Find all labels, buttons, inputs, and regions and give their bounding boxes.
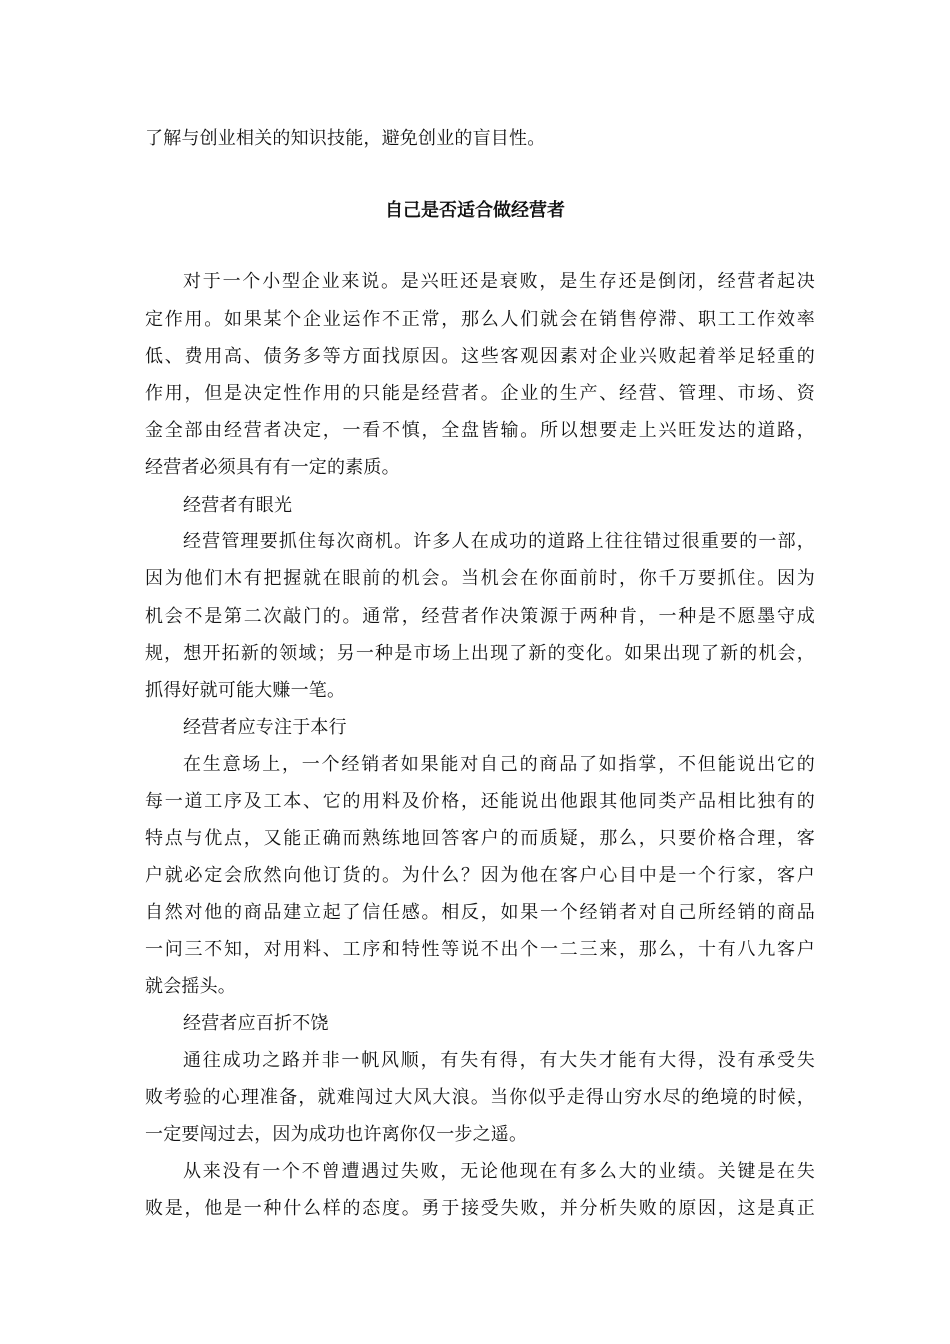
paragraph-line: 败考验的心理准备，就难闯过大风大浪。当你似乎走得山穷水尽的绝境的时候，: [145, 1087, 815, 1108]
paragraph-line: 一问三不知，对用料、工序和特性等说不出个一二三来，那么，十有八九客户: [145, 939, 815, 960]
paragraph-line: 金全部由经营者决定，一看不慎，全盘皆输。所以想要走上兴旺发达的道路，: [145, 420, 815, 441]
paragraph-line: 通往成功之路并非一帆风顺，有失有得，有大失才能有大得，没有承受失: [183, 1050, 815, 1071]
paragraph-line: 规，想开拓新的领域；另一种是市场上出现了新的变化。如果出现了新的机会，: [145, 643, 815, 664]
paragraph-line: 经营管理要抓住每次商机。许多人在成功的道路上往往错过很重要的一部，: [183, 531, 815, 552]
subheading: 经营者应专注于本行: [183, 717, 347, 738]
paragraph-line: 就会摇头。: [145, 976, 236, 997]
paragraph-line: 经营者必须具有有一定的素质。: [145, 457, 400, 478]
paragraph-line: 在生意场上，一个经销者如果能对自己的商品了如指掌，不但能说出它的: [183, 754, 815, 775]
paragraph-line: 户就必定会欣然向他订货的。为什么？因为他在客户心目中是一个行家，客户: [145, 865, 815, 886]
paragraph-line: 从来没有一个不曾遭遇过失败，无论他现在有多么大的业绩。关键是在失: [183, 1161, 815, 1182]
subheading: 经营者应百折不饶: [183, 1013, 329, 1034]
paragraph-line: 低、费用高、债务多等方面找原因。这些客观因素对企业兴败起着举足轻重的: [145, 346, 815, 367]
paragraph-line: 对于一个小型企业来说。是兴旺还是衰败，是生存还是倒闭，经营者起决: [183, 271, 815, 292]
paragraph-line: 抓得好就可能大赚一笔。: [145, 680, 346, 701]
paragraph-line: 了解与创业相关的知识技能，避免创业的盲目性。: [145, 128, 546, 149]
section-heading: 自己是否适合做经营者: [385, 200, 565, 221]
paragraph-line: 特点与优点，又能正确而熟练地回答客户的而质疑，那么，只要价格合理，客: [145, 828, 815, 849]
subheading: 经营者有眼光: [183, 495, 293, 516]
paragraph-line: 因为他们木有把握就在眼前的机会。当机会在你面前时，你千万要抓住。因为: [145, 568, 815, 589]
paragraph-line: 败是，他是一种什么样的态度。勇于接受失败，并分析失败的原因，这是真正: [145, 1198, 815, 1219]
paragraph-line: 自然对他的商品建立起了信任感。相反，如果一个经销者对自己所经销的商品: [145, 902, 815, 923]
paragraph-line: 机会不是第二次敲门的。通常，经营者作决策源于两种肯，一种是不愿墨守成: [145, 606, 815, 627]
paragraph-line: 每一道工序及工本、它的用料及价格，还能说出他跟其他同类产品相比独有的: [145, 791, 815, 812]
paragraph-line: 定作用。如果某个企业运作不正常，那么人们就会在销售停滞、职工工作效率: [145, 309, 815, 330]
paragraph-line: 一定要闯过去，因为成功也许离你仅一步之遥。: [145, 1124, 528, 1145]
paragraph-line: 作用，但是决定性作用的只能是经营者。企业的生产、经营、管理、市场、资: [145, 383, 815, 404]
